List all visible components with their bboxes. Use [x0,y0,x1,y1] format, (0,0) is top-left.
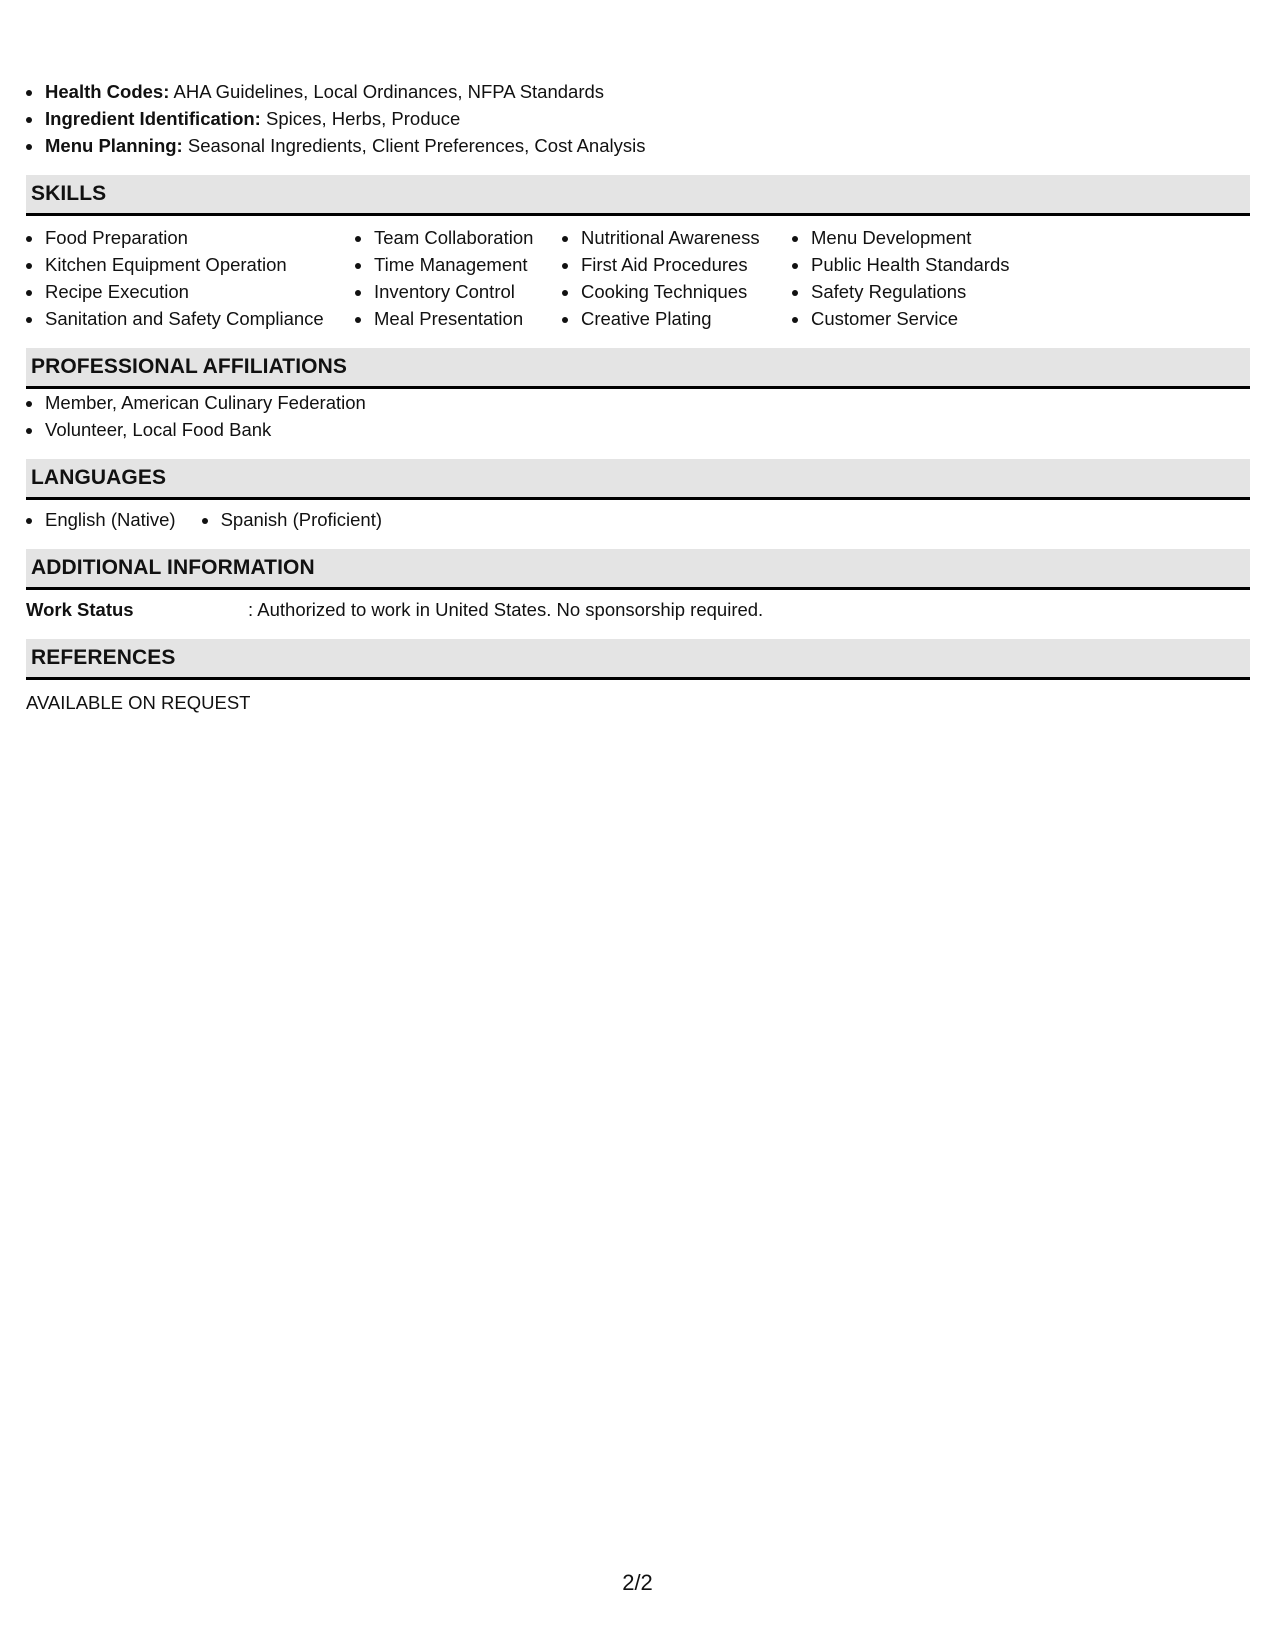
skill-item: • Sanitation and Safety Compliance [44,305,355,332]
item-label: Health Codes: [45,81,170,102]
list-item [44,105,1250,132]
affiliation-item: • Member, American Culinary Federation [44,389,1250,416]
skill-item: • Inventory Control [373,278,562,305]
affiliations-list [26,389,1250,443]
languages-heading: LANGUAGES [26,459,1250,500]
skill-item: • Creative Plating [580,305,792,332]
skills-column [355,224,562,332]
page-number: 2/2 [622,1570,653,1595]
affiliations-heading: PROFESSIONAL AFFILIATIONS [26,348,1250,389]
item-label: Menu Planning: [45,135,183,156]
work-status-label: Work Status [26,599,134,620]
skill-item: • First Aid Procedures [580,251,792,278]
languages-row [26,500,1250,533]
languages-list [26,506,426,533]
skill-item: • Food Preparation [44,224,355,251]
skill-item: • Kitchen Equipment Operation [44,251,355,278]
list-item [44,78,1250,105]
item-label: Ingredient Identification: [45,108,261,129]
skill-item: • Recipe Execution [44,278,355,305]
work-status-value: : Authorized to work in United States. No sponsorship required. [248,599,764,620]
references-text: AVAILABLE ON REQUEST [26,692,251,713]
item-text: Spices, Herbs, Produce [260,108,461,129]
additional-info-heading: ADDITIONAL INFORMATION [26,549,1250,590]
skill-item: • Nutritional Awareness [580,224,792,251]
skill-item: • Menu Development [810,224,1070,251]
list-item [44,132,1250,159]
skills-heading: SKILLS [26,175,1250,216]
skills-column [562,224,792,332]
skill-item: • Meal Presentation [373,305,562,332]
language-item: • English (Native) [44,506,176,533]
resume-page [26,78,1250,716]
affiliation-item: • Volunteer, Local Food Bank [44,416,1250,443]
skills-grid [26,216,1250,332]
skills-column [792,224,1070,332]
top-list [26,78,1250,159]
skills-column [26,224,355,332]
item-text: Seasonal Ingredients, Client Preferences, Cost Analysis [182,135,646,156]
item-text: AHA Guidelines, Local Ordinances, NFPA Standards [169,81,605,102]
language-item: • Spanish (Proficient) [220,506,382,533]
skill-item: • Cooking Techniques [580,278,792,305]
skill-item: • Public Health Standards [810,251,1070,278]
skill-item: • Customer Service [810,305,1070,332]
skill-item: • Time Management [373,251,562,278]
work-status-row [26,590,1250,623]
references-heading: REFERENCES [26,639,1250,680]
skill-item: • Safety Regulations [810,278,1070,305]
skill-item: • Team Collaboration [373,224,562,251]
